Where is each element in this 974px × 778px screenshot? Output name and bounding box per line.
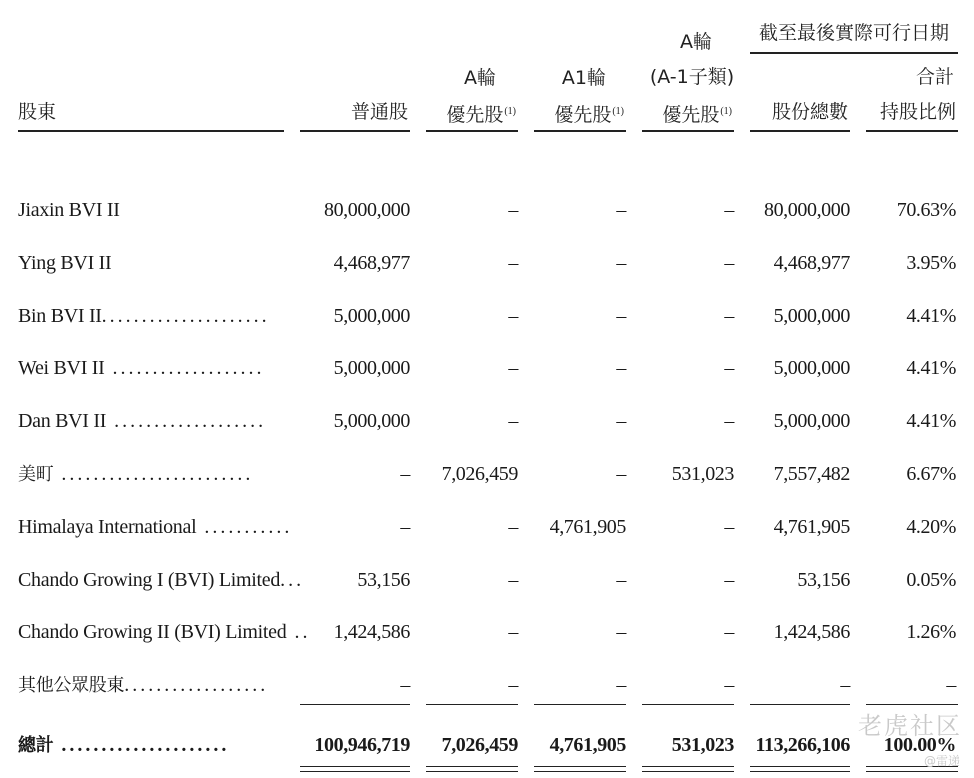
total-double-rule-a1-pref-2 xyxy=(534,771,626,772)
cell-a-pref: 7,026,459 xyxy=(441,463,518,485)
cell-a1-pref: – xyxy=(616,199,626,221)
header-rule-a1-pref xyxy=(534,130,626,132)
cell-ordinary: 5,000,000 xyxy=(333,305,410,327)
cell-holding-pct: – xyxy=(946,674,956,696)
cell-a1-pref: – xyxy=(616,463,626,485)
cell-a-pref: – xyxy=(508,621,518,643)
col-header-shareholder: 股東 xyxy=(18,101,57,123)
col-header-a-pref-bottom: 優先股$^{(1)}$ xyxy=(446,104,516,126)
total-double-rule-a1-pref-1 xyxy=(534,766,626,767)
shareholder-name: Chando Growing II (BVI) Limited .. xyxy=(18,621,311,643)
cell-a-sub: – xyxy=(724,674,734,696)
shareholder-name: Himalaya International ........... xyxy=(18,516,293,538)
col-header-a1-pref-top: A1輪 xyxy=(561,67,606,89)
total-double-rule-holding-2 xyxy=(866,771,958,772)
cell-a1-pref: – xyxy=(616,674,626,696)
cell-total-shares: 1,424,586 xyxy=(773,621,850,643)
shareholder-name: Bin BVI II..................... xyxy=(18,305,270,327)
col-header-total-shares: 股份總數 xyxy=(771,101,848,123)
subtotal-rule-a1-pref xyxy=(534,704,626,705)
header-rule-shareholder xyxy=(18,130,284,132)
cell-a1-pref: – xyxy=(616,410,626,432)
cell-total-shares: 4,468,977 xyxy=(773,252,850,274)
cell-a-sub: – xyxy=(724,305,734,327)
cell-a-sub: – xyxy=(724,357,734,379)
cell-holding-pct: 4.20% xyxy=(906,516,956,538)
cell-total-shares: – xyxy=(840,674,850,696)
watermark-handle: @雷递 xyxy=(923,754,960,768)
cell-a1-pref: – xyxy=(616,357,626,379)
cell-ordinary: 80,000,000 xyxy=(323,199,410,221)
cell-a1-pref: – xyxy=(616,305,626,327)
cell-a-sub: – xyxy=(724,516,734,538)
total-double-rule-total-1 xyxy=(750,766,850,767)
col-header-holding-bottom: 持股比例 xyxy=(879,101,956,123)
cell-holding-pct: 3.95% xyxy=(906,252,956,274)
col-header-a-sub-top: A輪 xyxy=(680,31,712,53)
subtotal-rule-total-shares xyxy=(750,704,850,705)
cell-a-sub: – xyxy=(724,199,734,221)
cell-total-shares: 5,000,000 xyxy=(773,305,850,327)
cell-ordinary: 53,156 xyxy=(357,569,410,591)
total-double-rule-a-sub-2 xyxy=(642,771,734,772)
cell-a1-pref: – xyxy=(616,569,626,591)
cell-ordinary: – xyxy=(400,674,410,696)
header-rule-holding xyxy=(866,130,958,132)
cell-ordinary: 1,424,586 xyxy=(333,621,410,643)
cell-a-pref: – xyxy=(508,569,518,591)
cell-a-pref: – xyxy=(508,357,518,379)
col-header-a-sub-mid: (A-1子類) xyxy=(649,66,735,88)
cell-a-pref: – xyxy=(508,410,518,432)
cell-holding-pct: 4.41% xyxy=(906,357,956,379)
header-rule-a-sub xyxy=(642,130,734,132)
cell-a1-pref: 4,761,905 xyxy=(549,516,626,538)
group-header-rule xyxy=(750,52,958,54)
col-header-a-pref-top: A輪 xyxy=(464,67,496,89)
cell-a-sub: 531,023 xyxy=(671,463,734,485)
cell-a-pref: – xyxy=(508,674,518,696)
total-ordinary: 100,946,719 xyxy=(314,734,410,756)
cell-a-sub: – xyxy=(724,569,734,591)
cell-total-shares: 53,156 xyxy=(797,569,850,591)
shareholder-name: Jiaxin BVI II xyxy=(18,199,120,221)
total-a-pref: 7,026,459 xyxy=(441,734,518,756)
cell-a-pref: – xyxy=(508,252,518,274)
cell-a-pref: – xyxy=(508,516,518,538)
cell-ordinary: – xyxy=(400,463,410,485)
cell-a-pref: – xyxy=(508,305,518,327)
subtotal-rule-a-pref xyxy=(426,704,518,705)
cell-ordinary: 5,000,000 xyxy=(333,410,410,432)
cell-holding-pct: 4.41% xyxy=(906,410,956,432)
cell-total-shares: 5,000,000 xyxy=(773,410,850,432)
cell-a-sub: – xyxy=(724,252,734,274)
subtotal-rule-a-sub xyxy=(642,704,734,705)
cell-holding-pct: 1.26% xyxy=(906,621,956,643)
header-rule-ordinary xyxy=(300,130,410,132)
total-double-rule-ordinary-2 xyxy=(300,771,410,772)
total-double-rule-total-2 xyxy=(750,771,850,772)
cell-holding-pct: 6.67% xyxy=(906,463,956,485)
total-double-rule-a-sub-1 xyxy=(642,766,734,767)
total-total-shares: 113,266,106 xyxy=(755,734,850,756)
cell-total-shares: 4,761,905 xyxy=(773,516,850,538)
cell-a-pref: – xyxy=(508,199,518,221)
cell-holding-pct: 4.41% xyxy=(906,305,956,327)
cell-a-sub: – xyxy=(724,410,734,432)
cell-a1-pref: – xyxy=(616,252,626,274)
col-header-a-sub-bottom: 優先股$^{(1)}$ xyxy=(662,104,732,126)
shareholder-name: 其他公眾股東.................. xyxy=(18,674,269,696)
total-double-rule-ordinary-1 xyxy=(300,766,410,767)
watermark-logo: 老虎社区 xyxy=(858,712,962,740)
cell-holding-pct: 0.05% xyxy=(906,569,956,591)
cell-ordinary: 4,468,977 xyxy=(333,252,410,274)
cell-ordinary: 5,000,000 xyxy=(333,357,410,379)
cell-holding-pct: 70.63% xyxy=(896,199,956,221)
cell-total-shares: 7,557,482 xyxy=(773,463,850,485)
total-a1-pref: 4,761,905 xyxy=(549,734,626,756)
total-row-label: 總計 ..................... xyxy=(18,734,230,756)
shareholder-name: Chando Growing I (BVI) Limited... xyxy=(18,569,305,591)
shareholder-name: Dan BVI II ................... xyxy=(18,410,267,432)
shareholder-name: 美町 ........................ xyxy=(18,463,254,485)
col-header-a1-pref-bottom: 優先股$^{(1)}$ xyxy=(554,104,624,126)
cell-a1-pref: – xyxy=(616,621,626,643)
total-double-rule-a-pref-1 xyxy=(426,766,518,767)
col-header-holding-top: 合計 xyxy=(915,66,954,88)
cell-total-shares: 5,000,000 xyxy=(773,357,850,379)
shareholder-name: Ying BVI II xyxy=(18,252,112,274)
col-header-ordinary: 普通股 xyxy=(350,101,408,123)
header-rule-a-pref xyxy=(426,130,518,132)
total-double-rule-a-pref-2 xyxy=(426,771,518,772)
cell-ordinary: – xyxy=(400,516,410,538)
subtotal-rule-holding xyxy=(866,704,958,705)
group-header-title: 截至最後實際可行日期 xyxy=(758,22,949,44)
header-rule-total-shares xyxy=(750,130,850,132)
subtotal-rule-ordinary xyxy=(300,704,410,705)
total-holding-pct: 100.00% xyxy=(883,734,956,756)
total-a-sub: 531,023 xyxy=(671,734,734,756)
cell-a-sub: – xyxy=(724,621,734,643)
cell-total-shares: 80,000,000 xyxy=(763,199,850,221)
shareholder-name: Wei BVI II ................... xyxy=(18,357,265,379)
